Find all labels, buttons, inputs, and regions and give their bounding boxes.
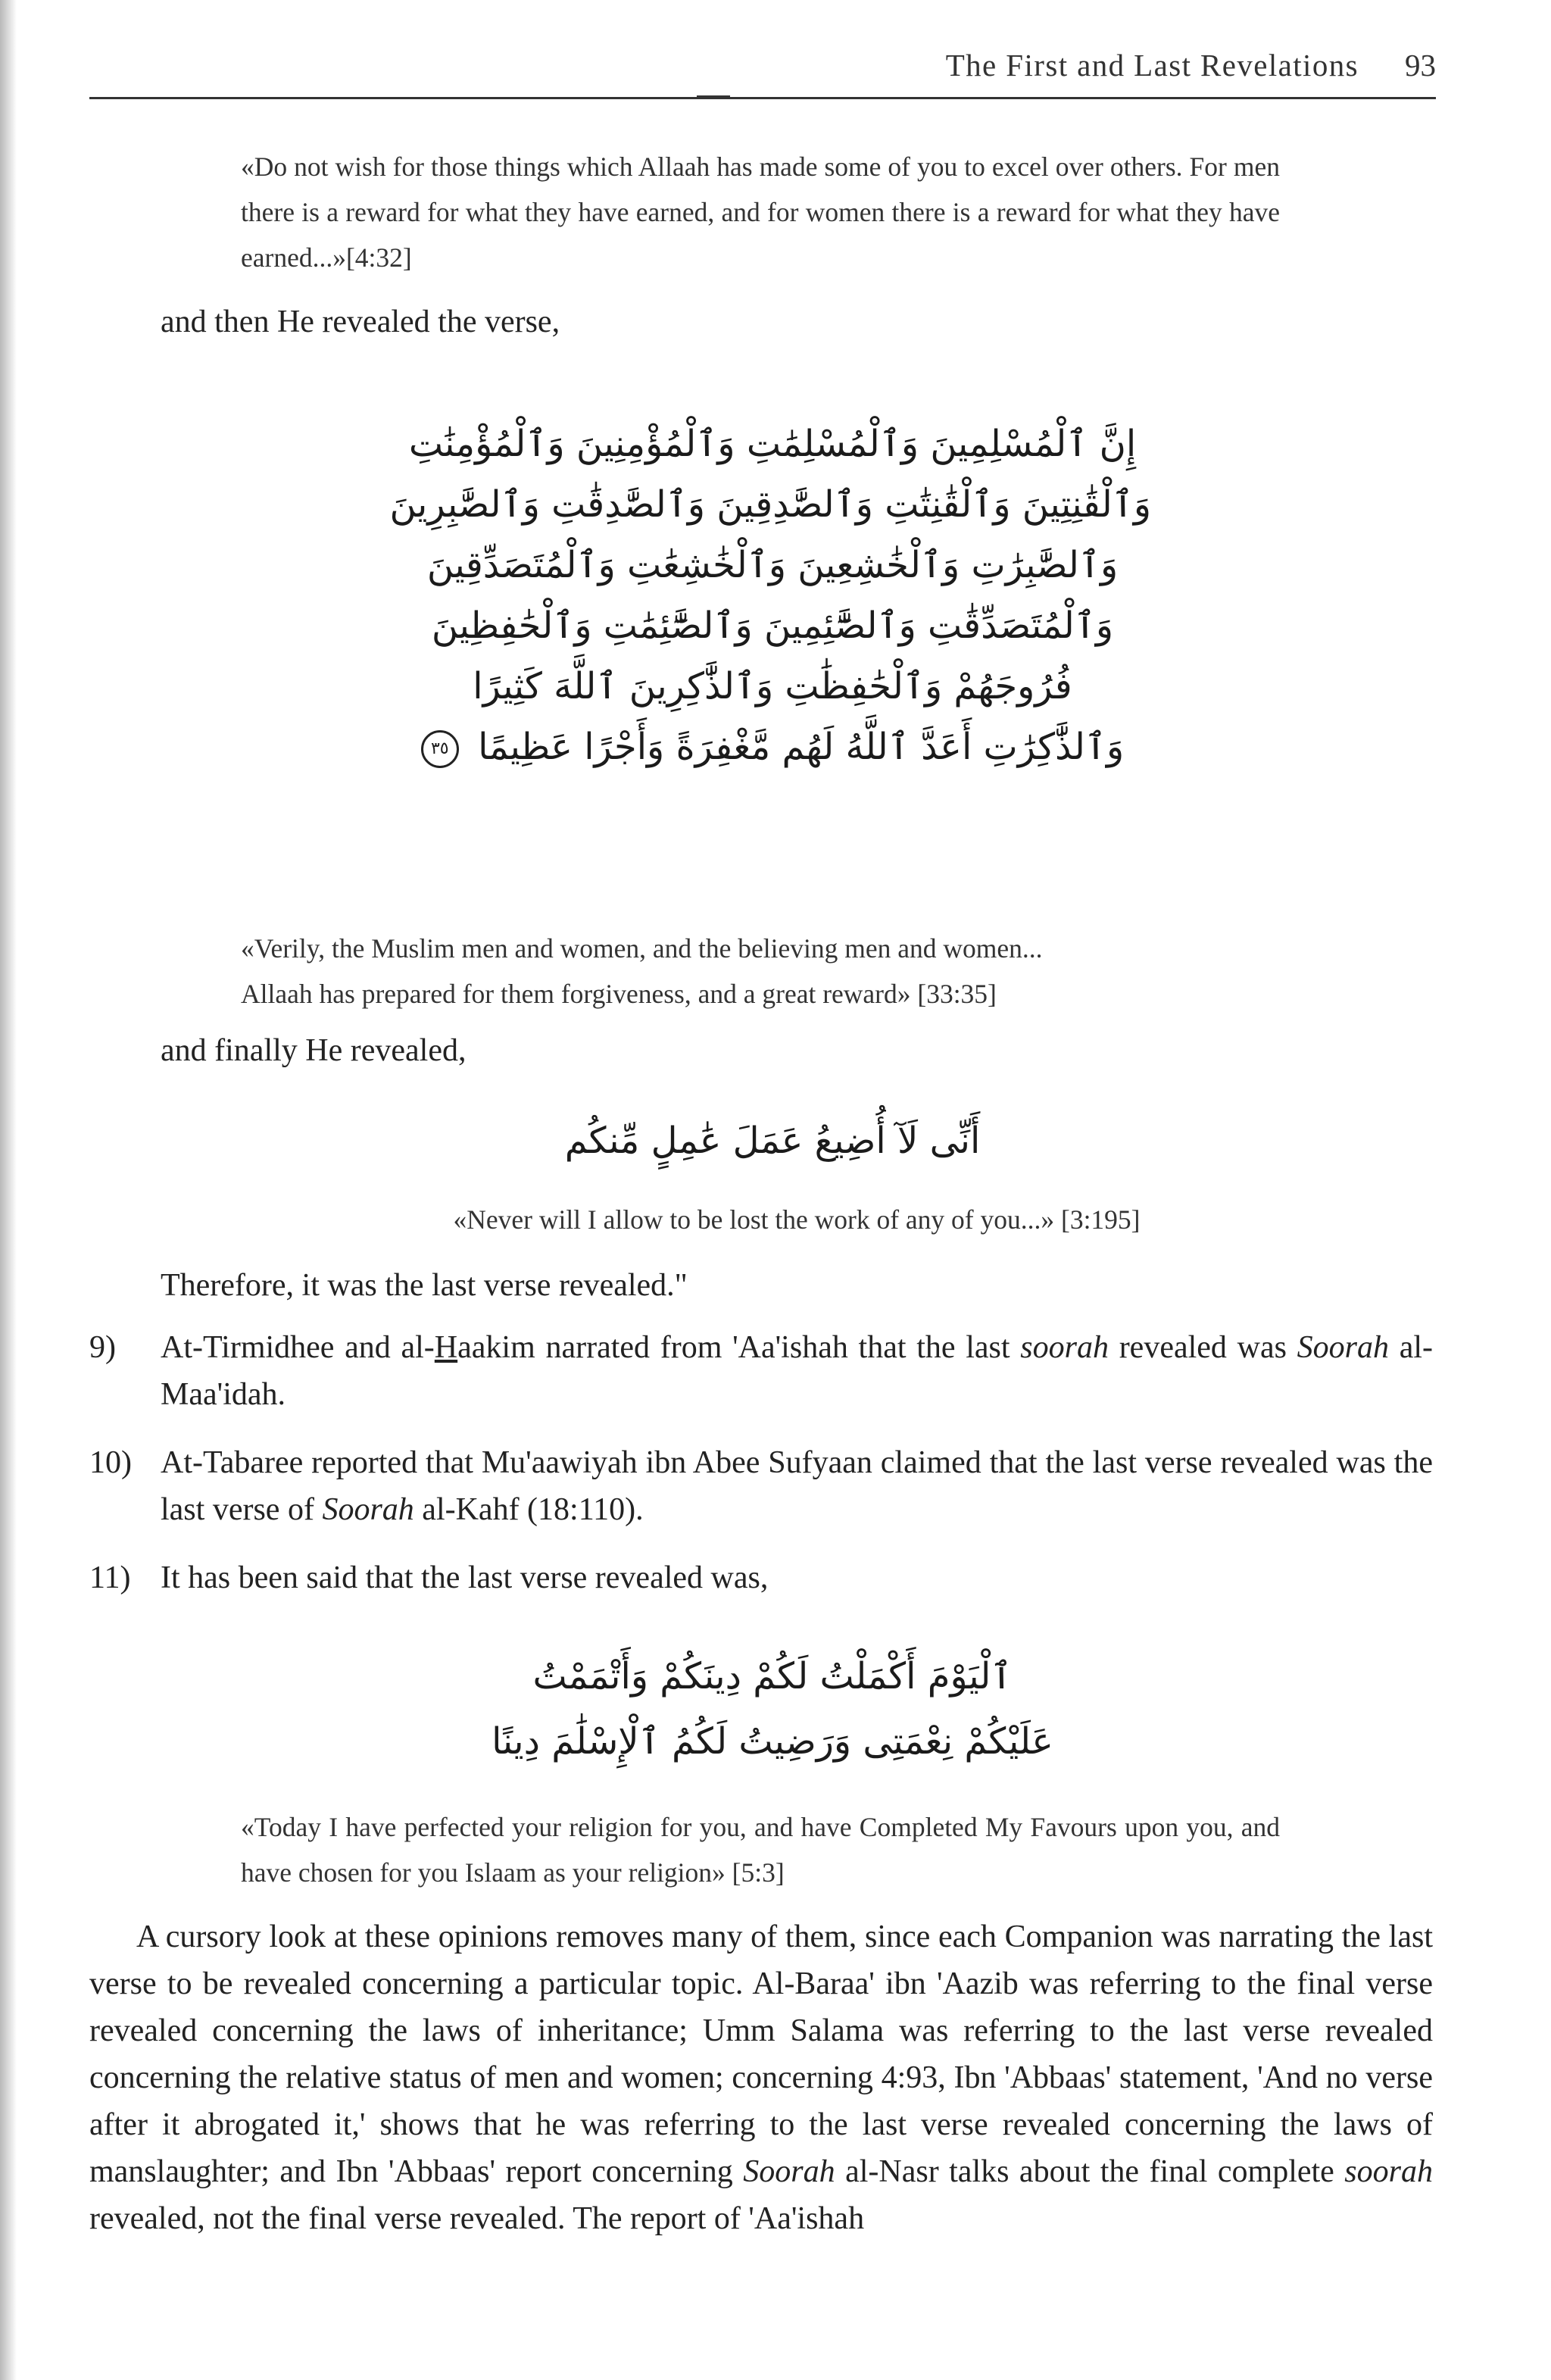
arabic-line: وَٱلصَّٰبِرَٰتِ وَٱلْخَٰشِعِينَ وَٱلْخَٰشِعَٰتِ وَٱلْمُتَصَدِّقِينَ	[426, 544, 1119, 586]
running-title: The First and Last Revelations	[945, 48, 1359, 83]
arabic-verse-3-195	[545, 1110, 1000, 1171]
arabic-line	[394, 717, 1151, 777]
paragraph-then-revealed: and then He revealed the verse,	[161, 305, 560, 339]
paragraph-cursory-look: A cursory look at these opinions removes many of them, since each Companion was narrating the last verse to be revealed concerning a particular topic. Al-Baraa' ibn 'Aazib was referring to the final verse revealed concerning the laws of inheritance; Umm Salama was referring to the last verse revealed concerning the relative status of men and women; concerning 4:93, Ibn 'Abbaas' statement, 'And no verse after it abrogated it,' shows that he was referring to the last verse revealed concerning the laws of manslaughter; and Ibn 'Abbaas' report concerning Soorah al-Nasr talks about the final complete soorah revealed, not the final verse revealed. The report of 'Aa'ishah	[89, 1919, 1433, 2236]
item-number: 9)	[89, 1330, 116, 1365]
page-number: 93	[1405, 48, 1436, 83]
arabic-line: عَلَيْكُمْ نِعْمَتِى وَرَضِيتُ لَكُمُ ٱلْإِسْلَٰمَ دِينًا	[492, 1720, 1053, 1763]
quote-3-195: «Never will I allow to be lost the work of any of you...» [3:195]	[453, 1204, 1141, 1235]
verse-end-marker-icon: ٣٥	[421, 730, 459, 768]
arabic-line: وَٱلْقَٰنِتِينَ وَٱلْقَٰنِتَٰتِ وَٱلصَّٰدِقِينَ وَٱلصَّٰدِقَٰتِ وَٱلصَّٰبِرِينَ	[389, 483, 1151, 526]
arabic-line: إِنَّ ٱلْمُسْلِمِينَ وَٱلْمُسْلِمَٰتِ وَٱلْمُؤْمِنِينَ وَٱلْمُؤْمِنَٰتِ	[408, 423, 1137, 465]
list-item: At-Tirmidhee and al-Haakim narrated from 'Aa'ishah that the last soorah revealed was Soorah al-Maa'idah.	[161, 1330, 1433, 1412]
quote-line: Allaah has prepared for them forgiveness, and a great reward» [33:35]	[241, 979, 997, 1009]
paragraph-therefore: Therefore, it was the last verse revealed."	[161, 1268, 688, 1303]
arabic-line-text: وَٱلذَّٰكِرَٰتِ أَعَدَّ ٱللَّهُ لَهُم مَّغْفِرَةً وَأَجْرًا عَظِيمًا	[478, 726, 1125, 768]
list-item: It has been said that the last verse revealed was,	[161, 1560, 769, 1595]
quote-4-32: «Do not wish for those things which Allaah has made some of you to excel over others. For men there is a reward for what they have earned, and for women there is a reward for what they have earned...»[4:32]	[241, 151, 1280, 273]
arabic-line: وَٱلْمُتَصَدِّقَٰتِ وَٱلصَّٰٓئِمِينَ وَٱلصَّٰٓئِمَٰتِ وَٱلْحَٰفِظِينَ	[431, 604, 1114, 647]
arabic-line: فُرُوجَهُمْ وَٱلْحَٰفِظَٰتِ وَٱلذَّٰكِرِينَ ٱللَّهَ كَثِيرًا	[473, 665, 1072, 707]
arabic-line: أَنِّى لَآ أُضِيعُ عَمَلَ عَٰمِلٍ مِّنكُم	[564, 1120, 981, 1162]
item-number: 11)	[89, 1560, 131, 1595]
page-gutter-shadow	[0, 0, 17, 2380]
quote-5-3: «Today I have perfected your religion for you, and have Completed My Favours upon you, and have chosen for you Islaam as your religion» [5:3]	[241, 1812, 1280, 1888]
header-rule-tick	[697, 95, 730, 98]
arabic-line: ٱلْيَوْمَ أَكْمَلْتُ لَكُمْ دِينَكُمْ وَأَتْمَمْتُ	[532, 1655, 1013, 1698]
paragraph-finally-revealed: and finally He revealed,	[161, 1033, 467, 1068]
quote-33-35	[241, 926, 1316, 1017]
running-header	[89, 42, 1436, 99]
list-item: At-Tabaree reported that Mu'aawiyah ibn Abee Sufyaan claimed that the last verse revealed was the last verse of Soorah al-Kahf (18:110).	[161, 1445, 1433, 1527]
quote-line: «Verily, the Muslim men and women, and the believing men and women...	[241, 933, 1043, 964]
arabic-verse-5-3	[394, 1644, 1151, 1774]
arabic-verse-33-35	[389, 414, 1151, 777]
item-number: 10)	[89, 1445, 132, 1480]
